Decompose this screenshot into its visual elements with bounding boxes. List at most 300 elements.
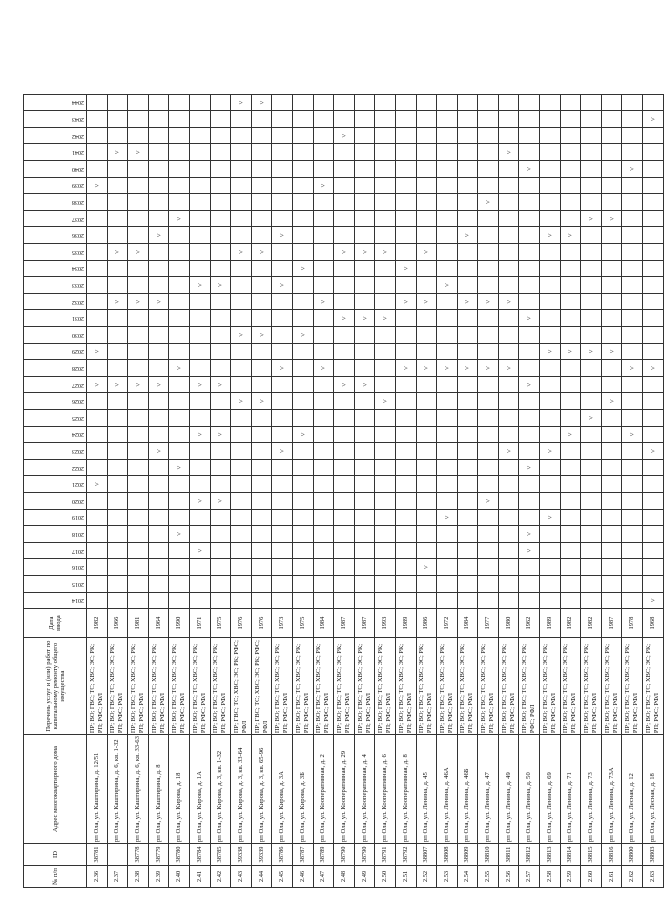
year-cell <box>87 559 108 576</box>
check-mark-icon: ˅ <box>587 415 596 420</box>
year-cell <box>622 542 643 559</box>
year-cell <box>148 161 169 178</box>
year-cell <box>231 177 252 194</box>
year-cell <box>313 277 334 294</box>
year-cell <box>560 260 581 277</box>
row-id: 38786 <box>272 844 293 866</box>
row-services: ПР; ВО; ГВС; ТС; ХВС; ЭС; РК; РП; РФС; РФЛ <box>354 638 375 735</box>
check-mark-icon: ˅ <box>195 432 204 437</box>
year-cell <box>231 111 252 128</box>
year-cell <box>210 443 231 460</box>
year-cell <box>375 210 396 227</box>
year-cell <box>313 592 334 609</box>
check-mark-icon: ˅ <box>648 366 657 370</box>
year-cell <box>334 592 355 609</box>
year-cell <box>395 244 416 261</box>
check-mark-icon: ˅ <box>339 133 348 138</box>
year-cell <box>560 542 581 559</box>
row-address: рп Ола, ул. Каштирина, д. 12/51 <box>87 735 108 844</box>
year-cell <box>581 509 602 526</box>
year-cell <box>272 360 293 377</box>
check-mark-icon: ˅ <box>607 399 616 404</box>
year-cell <box>292 492 313 509</box>
check-mark-icon: ˅ <box>525 382 534 387</box>
year-cell <box>457 492 478 509</box>
row-services: ПР; ВО; ГВС; ТС; ХВС; ЭС; РК; РП; РФС; РФЛ <box>601 638 622 735</box>
row-id: 38811 <box>498 844 519 866</box>
check-mark-icon: ˅ <box>319 299 328 304</box>
year-cell <box>87 360 108 377</box>
year-cell <box>643 443 664 460</box>
year-cell <box>560 509 581 526</box>
year-cell <box>395 310 416 327</box>
year-cell <box>313 542 334 559</box>
check-mark-icon: ˅ <box>422 366 431 370</box>
row-services: ПР; ВО; ГВС; ТС; ХВС; ЭС; РК; РП; РФС; РФЛ <box>622 638 643 735</box>
header-year <box>24 492 87 509</box>
year-cell <box>272 526 293 543</box>
year-cell <box>437 426 458 443</box>
year-cell <box>643 575 664 592</box>
year-cell <box>292 376 313 393</box>
row-commission-year: 1982 <box>581 609 602 638</box>
row-address: рп Ола, ул. Кирова, д. 3, кв. 1-32 <box>210 735 231 844</box>
row-commission-year: 1986 <box>416 609 437 638</box>
year-cell <box>210 260 231 277</box>
header-services: Перечень услуг и (или) работ по капитальному ремонту общего имущества <box>24 638 87 735</box>
year-cell <box>478 409 499 426</box>
year-cell <box>457 194 478 211</box>
year-cell <box>643 94 664 111</box>
row-id: 39338 <box>231 844 252 866</box>
year-cell <box>560 443 581 460</box>
header-year <box>24 476 87 493</box>
table-row <box>354 94 375 887</box>
year-cell <box>87 592 108 609</box>
year-cell <box>375 459 396 476</box>
year-cell <box>292 194 313 211</box>
year-cell <box>189 542 210 559</box>
year-cell <box>189 227 210 244</box>
year-cell <box>437 526 458 543</box>
year-cell <box>251 476 272 493</box>
year-cell <box>210 144 231 161</box>
year-cell <box>292 111 313 128</box>
year-cell <box>128 443 149 460</box>
year-cell <box>395 210 416 227</box>
year-cell <box>231 559 252 576</box>
check-mark-icon: ˅ <box>566 233 575 238</box>
year-cell <box>334 144 355 161</box>
year-cell <box>581 393 602 410</box>
row-commission-year: 1973 <box>272 609 293 638</box>
year-cell <box>478 575 499 592</box>
year-cell <box>87 526 108 543</box>
check-mark-icon: ˅ <box>154 449 163 453</box>
check-mark-icon: ˅ <box>587 349 596 354</box>
row-services: ПР; ВО; ГВС; ТС; ХВС; ЭС; РК; РП; РФС; РФЛ <box>87 638 108 735</box>
row-address: рп Ола, ул. Кирова, д. 3, кв. 65-96 <box>251 735 272 844</box>
year-cell <box>437 476 458 493</box>
row-address: рп Ола, ул. Ленина, д. 46А <box>437 735 458 844</box>
year-cell <box>622 194 643 211</box>
year-cell <box>375 227 396 244</box>
year-cell <box>231 244 252 261</box>
check-mark-icon: ˅ <box>607 349 616 354</box>
year-cell <box>457 144 478 161</box>
year-cell <box>622 260 643 277</box>
year-cell <box>622 94 643 111</box>
year-cell <box>354 592 375 609</box>
year-cell <box>272 592 293 609</box>
year-cell <box>87 310 108 327</box>
year-cell <box>457 476 478 493</box>
year-cell <box>601 393 622 410</box>
year-cell <box>334 310 355 327</box>
row-num: 2.43 <box>231 866 252 888</box>
year-cell <box>437 177 458 194</box>
year-cell <box>334 426 355 443</box>
header-address: Адрес многоквартирного дома <box>24 735 87 844</box>
year-cell <box>395 542 416 559</box>
year-cell <box>540 592 561 609</box>
check-mark-icon: ˅ <box>525 548 534 553</box>
year-cell <box>519 310 540 327</box>
row-num: 2.46 <box>292 866 313 888</box>
year-cell <box>251 161 272 178</box>
year-cell <box>87 244 108 261</box>
table-row <box>478 94 499 887</box>
year-cell <box>251 144 272 161</box>
check-mark-icon: ˅ <box>545 349 554 354</box>
year-cell <box>231 327 252 344</box>
year-cell <box>416 310 437 327</box>
year-cell <box>87 492 108 509</box>
year-cell <box>313 476 334 493</box>
year-cell <box>601 161 622 178</box>
year-cell <box>643 194 664 211</box>
year-cell <box>437 227 458 244</box>
year-cell <box>148 459 169 476</box>
row-services: ПР; ВО; ГВС; ТС; ХВС; ЭС; РК; РП; РФС; РФЛ <box>272 638 293 735</box>
table-row <box>395 94 416 887</box>
year-cell <box>128 575 149 592</box>
year-cell <box>334 476 355 493</box>
year-cell <box>334 194 355 211</box>
check-mark-icon: ˅ <box>422 565 431 570</box>
year-cell <box>148 293 169 310</box>
year-cell <box>107 526 128 543</box>
year-cell <box>478 393 499 410</box>
year-cell <box>210 509 231 526</box>
year-cell <box>313 111 334 128</box>
check-mark-icon: ˅ <box>442 283 451 288</box>
year-cell <box>643 542 664 559</box>
year-cell <box>457 127 478 144</box>
row-commission-year: 1987 <box>334 609 355 638</box>
year-cell <box>437 360 458 377</box>
year-cell <box>292 127 313 144</box>
header-year-label: 2044 <box>72 99 84 106</box>
year-cell <box>210 127 231 144</box>
row-services: ПР; ВО; ГВС; ТС; ХВС; ЭС; РК; РП; РФС; РФЛ <box>148 638 169 735</box>
year-cell <box>560 310 581 327</box>
year-cell <box>643 343 664 360</box>
year-cell <box>540 492 561 509</box>
header-row <box>24 94 87 887</box>
check-mark-icon: ˅ <box>381 316 390 321</box>
year-cell <box>643 210 664 227</box>
year-cell <box>334 575 355 592</box>
year-cell <box>498 575 519 592</box>
year-cell <box>643 492 664 509</box>
year-cell <box>210 177 231 194</box>
check-mark-icon: ˅ <box>422 249 431 254</box>
year-cell <box>189 144 210 161</box>
year-cell <box>313 426 334 443</box>
year-cell <box>231 194 252 211</box>
year-cell <box>540 94 561 111</box>
year-cell <box>643 360 664 377</box>
year-cell <box>478 343 499 360</box>
year-cell <box>581 277 602 294</box>
year-cell <box>189 210 210 227</box>
year-cell <box>375 177 396 194</box>
year-cell <box>210 393 231 410</box>
row-id: 38813 <box>540 844 561 866</box>
year-cell <box>128 459 149 476</box>
year-cell <box>354 327 375 344</box>
year-cell <box>437 592 458 609</box>
check-mark-icon: ˅ <box>113 150 122 155</box>
year-cell <box>334 244 355 261</box>
header-year-label: 2038 <box>72 199 84 206</box>
check-mark-icon: ˅ <box>236 100 245 105</box>
year-cell <box>292 260 313 277</box>
year-cell <box>560 459 581 476</box>
year-cell <box>87 210 108 227</box>
table-row <box>581 94 602 887</box>
year-cell <box>540 244 561 261</box>
check-mark-icon: ˅ <box>545 515 554 520</box>
year-cell <box>128 194 149 211</box>
year-cell <box>581 144 602 161</box>
header-year-label: 2019 <box>72 514 84 521</box>
year-cell <box>540 559 561 576</box>
year-cell <box>128 526 149 543</box>
year-cell <box>395 94 416 111</box>
year-cell <box>478 144 499 161</box>
check-mark-icon: ˅ <box>216 498 225 503</box>
year-cell <box>334 509 355 526</box>
year-cell <box>272 277 293 294</box>
year-cell <box>540 327 561 344</box>
year-cell <box>148 244 169 261</box>
year-cell <box>498 443 519 460</box>
year-cell <box>437 127 458 144</box>
year-cell <box>334 343 355 360</box>
year-cell <box>251 393 272 410</box>
year-cell <box>272 210 293 227</box>
year-cell <box>375 111 396 128</box>
year-cell <box>251 360 272 377</box>
year-cell <box>437 542 458 559</box>
year-cell <box>292 575 313 592</box>
row-commission-year: 1975 <box>292 609 313 638</box>
year-cell <box>416 509 437 526</box>
year-cell <box>189 426 210 443</box>
header-year-label: 2020 <box>72 497 84 504</box>
year-cell <box>643 310 664 327</box>
year-cell <box>148 542 169 559</box>
year-cell <box>292 426 313 443</box>
year-cell <box>189 277 210 294</box>
year-cell <box>519 592 540 609</box>
year-cell <box>148 343 169 360</box>
table-row <box>128 94 149 887</box>
year-cell <box>334 94 355 111</box>
row-num: 2.53 <box>437 866 458 888</box>
year-cell <box>540 144 561 161</box>
year-cell <box>622 492 643 509</box>
year-cell <box>189 526 210 543</box>
year-cell <box>643 161 664 178</box>
year-cell <box>313 310 334 327</box>
check-mark-icon: ˅ <box>257 100 266 105</box>
year-cell <box>395 459 416 476</box>
year-cell <box>416 111 437 128</box>
year-cell <box>210 194 231 211</box>
year-cell <box>457 592 478 609</box>
year-cell <box>478 194 499 211</box>
year-cell <box>498 94 519 111</box>
year-cell <box>251 376 272 393</box>
year-cell <box>643 127 664 144</box>
year-cell <box>210 293 231 310</box>
year-cell <box>128 94 149 111</box>
year-cell <box>169 542 190 559</box>
row-services: ПР; ВО; ГВС; ТС; ХВС; ЭС; РК; РП; РФС; РФЛ <box>128 638 149 735</box>
year-cell <box>498 310 519 327</box>
year-cell <box>210 94 231 111</box>
year-cell <box>416 426 437 443</box>
year-cell <box>313 144 334 161</box>
year-cell <box>231 426 252 443</box>
year-cell <box>272 343 293 360</box>
year-cell <box>560 409 581 426</box>
year-cell <box>457 376 478 393</box>
year-cell <box>581 210 602 227</box>
year-cell <box>375 492 396 509</box>
row-address: рп Ола, ул. Кооперативная, д. 29 <box>334 735 355 844</box>
row-num: 2.45 <box>272 866 293 888</box>
year-cell <box>189 492 210 509</box>
check-mark-icon: ˅ <box>628 166 637 171</box>
year-cell <box>601 476 622 493</box>
year-cell <box>148 443 169 460</box>
year-cell <box>498 393 519 410</box>
year-cell <box>292 144 313 161</box>
year-cell <box>292 210 313 227</box>
row-num: 2.56 <box>498 866 519 888</box>
year-cell <box>87 161 108 178</box>
year-cell <box>478 476 499 493</box>
year-cell <box>643 393 664 410</box>
year-cell <box>560 210 581 227</box>
year-cell <box>601 542 622 559</box>
year-cell <box>375 393 396 410</box>
year-cell <box>210 360 231 377</box>
year-cell <box>601 360 622 377</box>
row-id: 38809 <box>457 844 478 866</box>
year-cell <box>643 327 664 344</box>
check-mark-icon: ˅ <box>504 449 513 453</box>
year-cell <box>457 177 478 194</box>
year-cell <box>622 376 643 393</box>
year-cell <box>498 492 519 509</box>
year-cell <box>437 343 458 360</box>
row-address: рп Ола, ул. Ленина, д. 50 <box>519 735 540 844</box>
row-services: ПР; ВО; ГВС; ТС; ХВС; ЭС; РК; РП; РФС; РФЛ <box>210 638 231 735</box>
year-cell <box>107 409 128 426</box>
year-cell <box>292 293 313 310</box>
year-cell <box>498 559 519 576</box>
year-cell <box>292 592 313 609</box>
year-cell <box>251 194 272 211</box>
check-mark-icon: ˅ <box>92 349 101 354</box>
year-cell <box>478 127 499 144</box>
row-num: 2.47 <box>313 866 334 888</box>
table-row <box>622 94 643 887</box>
year-cell <box>354 127 375 144</box>
year-cell <box>519 393 540 410</box>
check-mark-icon: ˅ <box>154 382 163 387</box>
year-cell <box>519 559 540 576</box>
year-cell <box>251 177 272 194</box>
year-cell <box>169 310 190 327</box>
year-cell <box>231 293 252 310</box>
year-cell <box>622 227 643 244</box>
year-cell <box>87 575 108 592</box>
year-cell <box>231 310 252 327</box>
year-cell <box>354 111 375 128</box>
row-address: рп Ола, ул. Каштирина, д. 6, кв. 33-63 <box>128 735 149 844</box>
year-cell <box>643 277 664 294</box>
row-id: 38787 <box>292 844 313 866</box>
year-cell <box>643 111 664 128</box>
year-cell <box>581 476 602 493</box>
year-cell <box>251 227 272 244</box>
year-cell <box>457 161 478 178</box>
year-cell <box>231 542 252 559</box>
year-cell <box>292 360 313 377</box>
year-cell <box>498 542 519 559</box>
year-cell <box>251 592 272 609</box>
year-cell <box>560 277 581 294</box>
year-cell <box>457 260 478 277</box>
header-year-label: 2035 <box>72 248 84 255</box>
year-cell <box>560 293 581 310</box>
year-cell <box>581 343 602 360</box>
year-cell <box>334 443 355 460</box>
year-cell <box>148 94 169 111</box>
year-cell <box>519 260 540 277</box>
year-cell <box>622 277 643 294</box>
year-cell <box>231 360 252 377</box>
year-cell <box>334 327 355 344</box>
year-cell <box>272 476 293 493</box>
check-mark-icon: ˅ <box>154 299 163 304</box>
